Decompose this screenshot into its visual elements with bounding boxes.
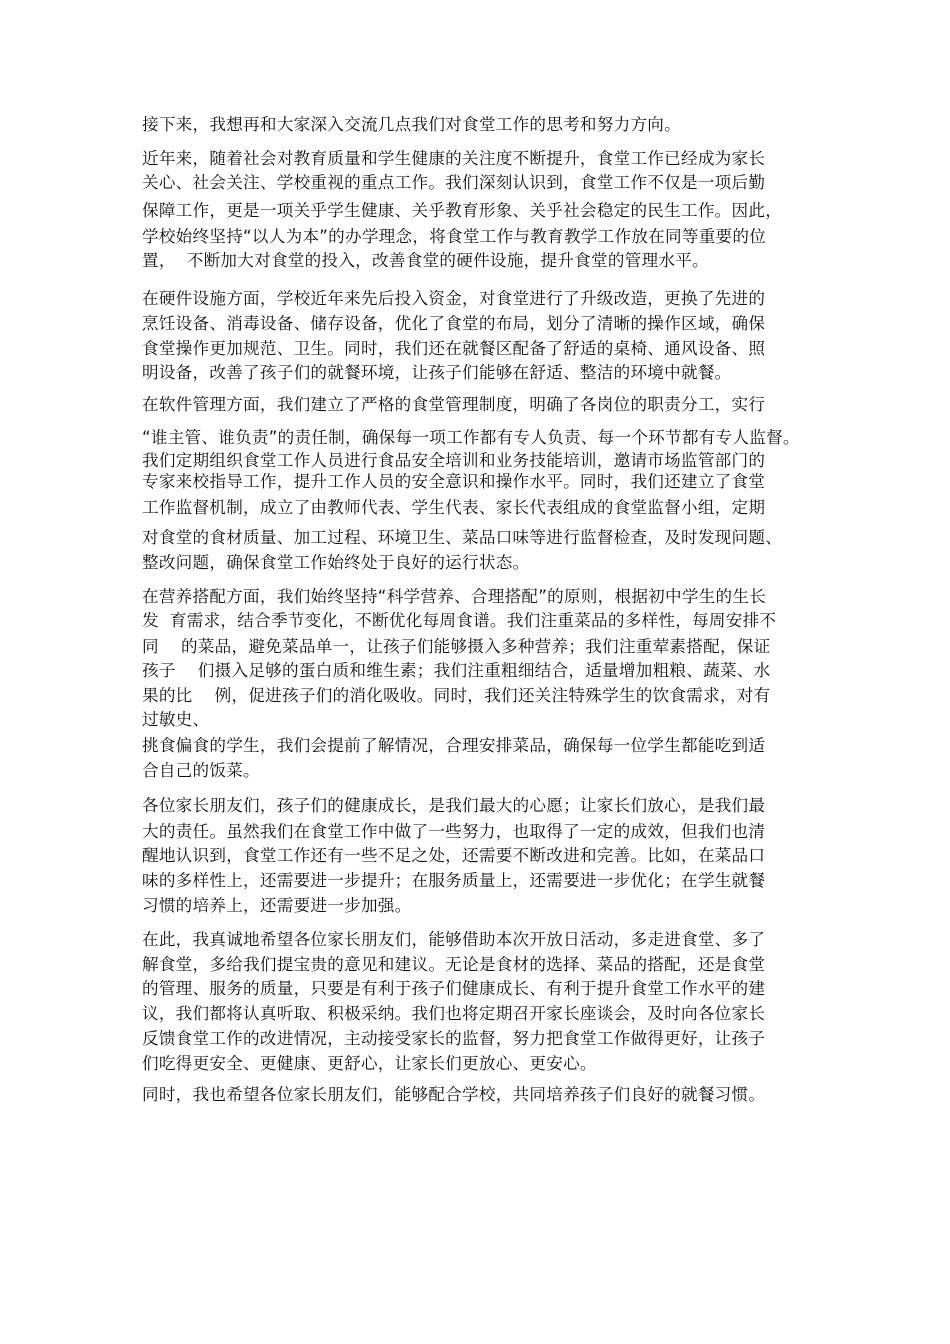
text-line: “谁主管、谁负责”的责任制，确保每一项工作都有专人负责、每一个环节都有专人监督。 xyxy=(142,428,800,447)
text-line: 工作监督机制，成立了由教师代表、学生代表、家长代表组成的食堂监督小组，定期 xyxy=(142,498,766,517)
text-line: 关心、社会关注、学校重视的重点工作。我们深刻认识到，食堂工作不仅是一项后勤 xyxy=(142,173,766,192)
text-line: 果的比 例，促进孩子们的消化吸收。同时，我们还关注特殊学生的饮食需求，对有 xyxy=(142,686,771,705)
text-line: 味的多样性上，还需要进一步提升；在服务质量上，还需要进一步优化；在学生就餐 xyxy=(142,871,766,890)
text-line: 置， 不断加大对食堂的投入，改善食堂的硬件设施，提升食堂的管理水平。 xyxy=(142,251,709,270)
text-line: 整改问题，确保食堂工作始终处于良好的运行状态。 xyxy=(142,553,530,572)
text-line: 食堂操作更加规范、卫生。同时，我们还在就餐区配备了舒适的桌椅、通风设备、照 xyxy=(142,339,766,358)
text-line: 习惯的培养上，还需要进一步加强。 xyxy=(142,896,412,915)
text-line: 保障工作，更是一项关乎学生健康、关乎教育形象、关乎社会稳定的民生工作。因此， xyxy=(142,201,783,220)
text-line: 反馈食堂工作的改进情况，主动接受家长的监督，努力把食堂工作做得更好，让孩子 xyxy=(142,1029,766,1048)
text-line: 议，我们都将认真听取、积极采纳。我们也将定期召开家长座谈会，及时向各位家长 xyxy=(142,1004,766,1023)
text-line: 在此，我真诚地希望各位家长朋友们，能够借助本次开放日活动，多走进食堂、多了 xyxy=(142,930,766,949)
text-line: 同时，我也希望各位家长朋友们，能够配合学校，共同培养孩子们良好的就餐习惯。 xyxy=(142,1085,766,1104)
text-line: 我们定期组织食堂工作人员进行食品安全培训和业务技能培训，邀请市场监管部门的 xyxy=(142,451,766,470)
text-line: 近年来，随着社会对教育质量和学生健康的关注度不断提升，食堂工作已经成为家长 xyxy=(142,149,766,168)
text-line: 的管理、服务的质量，只要是有利于孩子们健康成长、有利于提升食堂工作水平的建 xyxy=(142,979,766,998)
text-line: 在软件管理方面，我们建立了严格的食堂管理制度，明确了各岗位的职责分工，实行 xyxy=(142,395,766,414)
text-line: 解食堂，多给我们提宝贵的意见和建议。无论是食材的选择、菜品的搭配，还是食堂 xyxy=(142,955,766,974)
text-line: 过敏史、 xyxy=(142,710,210,729)
text-line: 在硬件设施方面，学校近年来先后投入资金，对食堂进行了升级改造，更换了先进的 xyxy=(142,289,766,308)
text-line: 各位家长朋友们，孩子们的健康成长，是我们最大的心愿；让家长们放心，是我们最 xyxy=(142,796,766,815)
text-line: 在营养搭配方面，我们始终坚持“科学营养、合理搭配”的原则，根据初中学生的生长 xyxy=(142,587,767,606)
text-line: 明设备，改善了孩子们的就餐环境，让孩子们能够在舒适、整洁的环境中就餐。 xyxy=(142,363,732,382)
text-line: 们吃得更安全、更健康、更舒心，让家长们更放心、更安心。 xyxy=(142,1054,597,1073)
text-line: 发 育需求，结合季节变化，不断优化每周食谱。我们注重菜品的多样性，每周安排不 xyxy=(142,611,777,630)
text-line: 专家来校指导工作，提升工作人员的安全意识和操作水平。同时，我们还建立了食堂 xyxy=(142,472,766,491)
text-line: 大的责任。虽然我们在食堂工作中做了一些努力，也取得了一定的成效，但我们也清 xyxy=(142,822,766,841)
text-line: 挑食偏食的学生，我们会提前了解情况，合理安排菜品，确保每一位学生都能吃到适 xyxy=(142,736,766,755)
text-line: 同 的菜品，避免菜品单一，让孩子们能够摄入多种营养；我们注重荤素搭配，保证 xyxy=(142,637,771,656)
text-line: 对食堂的食材质量、加工过程、环境卫生、菜品口味等进行监督检查，及时发现问题、 xyxy=(142,528,783,547)
text-line: 烹饪设备、消毒设备、储存设备，优化了食堂的布局，划分了清晰的操作区域，确保 xyxy=(142,314,766,333)
text-line: 接下来，我想再和大家深入交流几点我们对食堂工作的思考和努力方向。 xyxy=(142,115,681,134)
text-line: 孩子 们摄入足够的蛋白质和维生素；我们注重粗细结合，适量增加粗粮、蔬菜、水 xyxy=(142,661,771,680)
text-line: 醒地认识到，食堂工作还有一些不足之处，还需要不断改进和完善。比如，在菜品口 xyxy=(142,846,766,865)
text-line: 合自己的饭菜。 xyxy=(142,761,260,780)
text-line: 学校始终坚持“以人为本”的办学理念，将食堂工作与教育教学工作放在同等重要的位 xyxy=(142,227,767,246)
